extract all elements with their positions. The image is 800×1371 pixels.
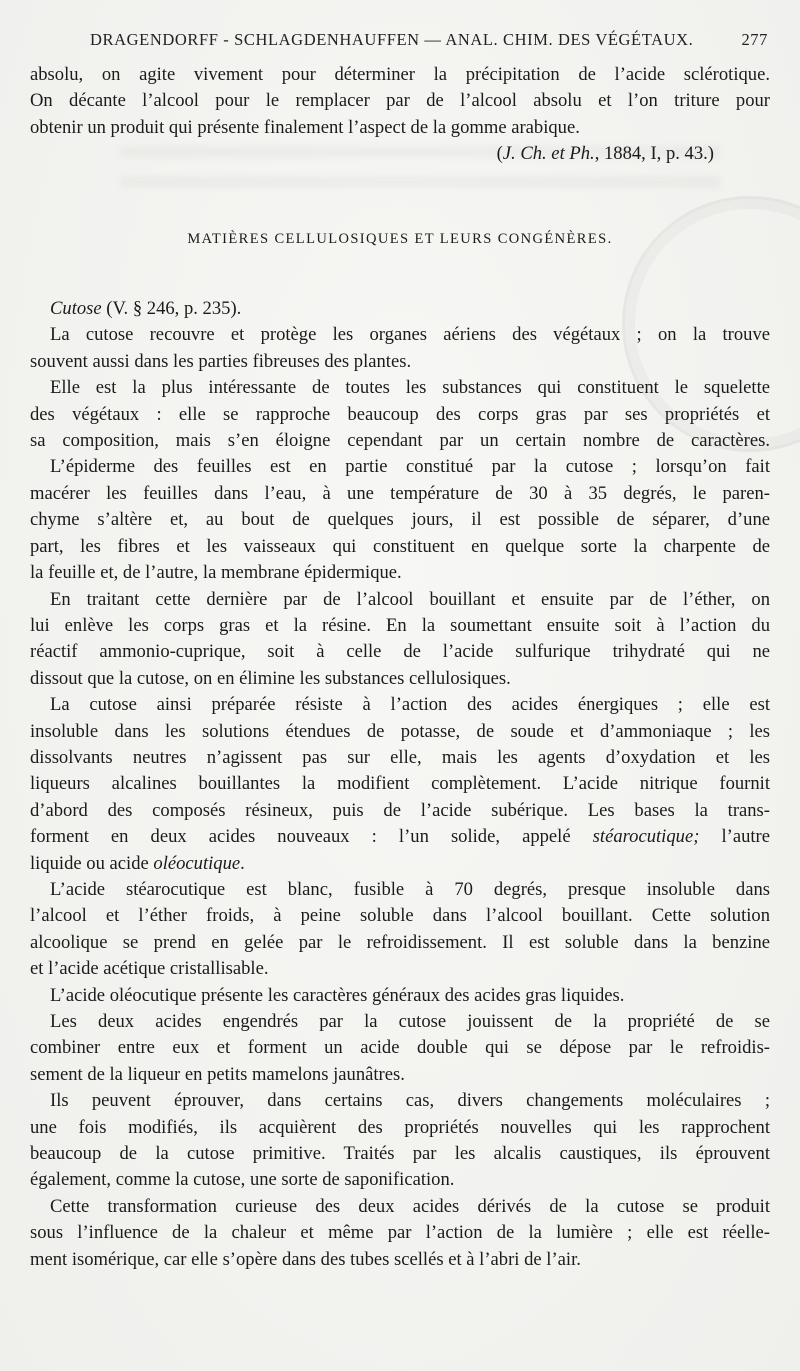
body-text bbox=[30, 62, 770, 1273]
paragraph bbox=[30, 587, 770, 693]
reference-details: , 1884, I, p. 43.) bbox=[594, 143, 714, 165]
text-line: d’abord des composés résineux, puis de l’acide subérique. Les bases la trans- bbox=[30, 799, 770, 821]
text-line: L’acide stéarocutique est blanc, fusible à 70 degrés, presque insoluble dans bbox=[50, 878, 770, 900]
text-line: sous l’influence de la chaleur et même par l’action de la lumière ; elle est réelle- bbox=[30, 1222, 770, 1244]
paragraph bbox=[30, 454, 770, 586]
text-line: lui enlève les corps gras et la résine. En la soumettant ensuite soit à l’action du bbox=[30, 614, 770, 636]
text-line: L’acide oléocutique présente les caractères généraux des acides gras liquides. bbox=[50, 984, 625, 1006]
text-line: La cutose recouvre et protège les organes aériens des végétaux ; on la trouve bbox=[50, 324, 770, 346]
subject-heading bbox=[30, 296, 770, 322]
text-line: sa composition, mais s’en éloigne cependant par un certain nombre de caractères. bbox=[30, 430, 770, 452]
bibliographic-reference bbox=[30, 141, 770, 167]
text-line: insoluble dans les solutions étendues de potasse, de soude et d’ammoniaque ; les bbox=[30, 720, 770, 742]
text-line bbox=[30, 824, 770, 850]
text-line: beaucoup de la cutose primitive. Traités par les alcalis caustiques, ils éprouvent bbox=[30, 1143, 770, 1165]
text-line: Cette transformation curieuse des deux acides dérivés de la cutose se produit bbox=[50, 1195, 770, 1217]
paragraph bbox=[30, 322, 770, 375]
text-line: obtenir un produit qui présente finalement l’aspect de la gomme arabique. bbox=[30, 116, 580, 138]
text-run: . bbox=[240, 852, 245, 874]
text-line: Ils peuvent éprouver, dans certains cas, divers changements moléculaires ; bbox=[50, 1090, 770, 1112]
intro-paragraph bbox=[30, 62, 770, 168]
paragraph bbox=[30, 1009, 770, 1088]
text-run: liquide ou acide bbox=[30, 852, 154, 874]
text-line: des végétaux : elle se rapproche beaucoup des corps gras par ses propriétés et bbox=[30, 403, 770, 425]
text-line: et l’acide acétique cristallisable. bbox=[30, 958, 269, 980]
text-line: Elle est la plus intéressante de toutes les substances qui constituent le squelette bbox=[50, 377, 770, 399]
section-heading: MATIÈRES CELLULOSIQUES ET LEURS CONGÉNÈRES. bbox=[187, 230, 613, 247]
reference-open: ( bbox=[496, 143, 503, 165]
reference-journal: J. Ch. et Ph. bbox=[502, 143, 595, 165]
paragraph bbox=[30, 1088, 770, 1194]
page-number: 277 bbox=[741, 30, 768, 49]
text-line: On décante l’alcool pour le remplacer par de l’alcool absolu et l’on triture pour bbox=[30, 90, 770, 112]
italic-term: oléocutique bbox=[153, 852, 241, 874]
text-line: réactif ammonio-cuprique, soit à celle de l’acide sulfurique trihydraté qui ne bbox=[30, 641, 770, 663]
text-line: combiner entre eux et forment un acide double qui se dépose par le refroidis- bbox=[30, 1037, 770, 1059]
text-line: une fois modifiés, ils acquièrent des propriétés nouvelles qui les rapprochent bbox=[30, 1116, 770, 1138]
text-line: dissolvants neutres n’agissent pas sur elle, mais les agents d’oxydation et les bbox=[30, 746, 770, 768]
paragraph bbox=[30, 983, 770, 1009]
text-line: liqueurs alcalines bouillantes la modifient complètement. L’acide nitrique fournit bbox=[30, 773, 770, 795]
text-line: la feuille et, de l’autre, la membrane épidermique. bbox=[30, 562, 402, 584]
subject-reference: (V. § 246, p. 235). bbox=[101, 298, 242, 320]
running-header bbox=[90, 30, 768, 54]
text-line: absolu, on agite vivement pour déterminer la précipitation de l’acide sclérotique. bbox=[30, 64, 770, 85]
text-line: ment isomérique, car elle s’opère dans des tubes scellés et à l’abri de l’air. bbox=[30, 1248, 581, 1270]
text-line: également, comme la cutose, une sorte de saponification. bbox=[30, 1169, 455, 1191]
subject-name: Cutose bbox=[50, 298, 102, 320]
text-line: sement de la liqueur en petits mamelons jaunâtres. bbox=[30, 1063, 405, 1085]
text-line: chyme s’altère et, au bout de quelques jours, il est possible de séparer, d’une bbox=[30, 509, 770, 531]
paragraph bbox=[30, 692, 770, 877]
text-line: part, les fibres et les vaisseaux qui constituent en quelque sorte la charpente de bbox=[30, 535, 770, 557]
italic-term: stéarocutique; bbox=[592, 826, 700, 848]
running-header-title: DRAGENDORFF - SCHLAGDENHAUFFEN — ANAL. CHIM. DES VÉGÉTAUX. bbox=[90, 30, 694, 49]
text-line: macérer les feuilles dans l’eau, à une température de 30 à 35 degrés, le paren- bbox=[30, 482, 770, 504]
text-line: dissout que la cutose, on en élimine les substances cellulosiques. bbox=[30, 667, 511, 689]
text-line: En traitant cette dernière par de l’alcool bouillant et ensuite par de l’éther, on bbox=[50, 588, 770, 610]
paragraph bbox=[30, 375, 770, 454]
text-line: l’alcool et l’éther froids, à peine soluble dans l’alcool bouillant. Cette solution bbox=[30, 905, 770, 927]
text-line bbox=[30, 851, 770, 877]
text-line: Les deux acides engendrés par la cutose jouissent de la propriété de se bbox=[50, 1011, 770, 1032]
text-run: l’autre bbox=[699, 826, 770, 848]
text-line: La cutose ainsi préparée résiste à l’action des acides énergiques ; elle est bbox=[50, 694, 770, 716]
text-line: L’épiderme des feuilles est en partie constitué par la cutose ; lorsqu’on fait bbox=[50, 456, 770, 478]
text-line: alcoolique se prend en gelée par le refroidissement. Il est soluble dans la benzine bbox=[30, 931, 770, 953]
text-run: forment en deux acides nouveaux : l’un solide, appelé bbox=[30, 826, 593, 848]
text-line: souvent aussi dans les parties fibreuses des plantes. bbox=[30, 350, 412, 372]
paragraph bbox=[30, 1194, 770, 1273]
paragraph bbox=[30, 877, 770, 983]
